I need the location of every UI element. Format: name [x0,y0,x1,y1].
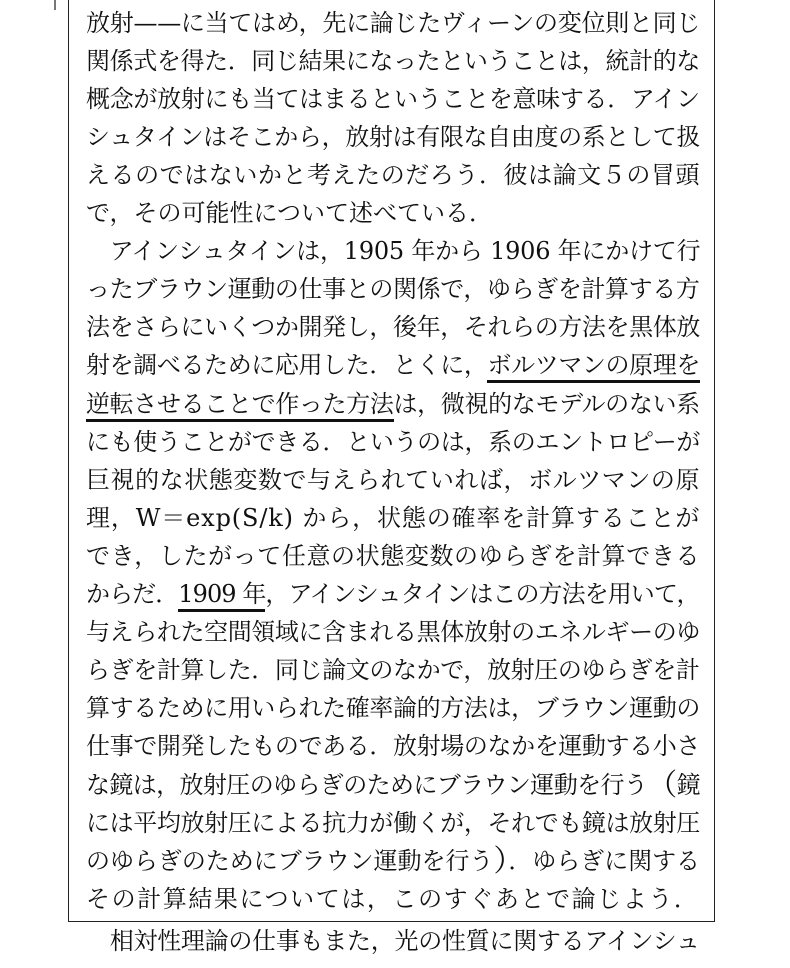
text-line: 射を調べるために応用した．とくに，ボルツマンの原理を [86,346,700,385]
paragraph-start-line: アインシュタインは，1905 年から 1906 年にかけて行 [86,237,701,265]
text-line: からだ．1909 年，アインシュタインはこの方法を用いて， [86,575,700,614]
text-line: 法をさらにいくつか開発し，後年，それらの方法を黒体放 [86,313,700,341]
text-line: 巨視的な状態変数で与えられていれば，ボルツマンの原 [86,466,700,494]
text-line: のゆらぎのためにブラウン運動を行う）．ゆらぎに関する [86,844,701,879]
text-line: 関係式を得た．同じ結果になったということは，統計的な [86,47,700,75]
text-line: らぎを計算した．同じ論文のなかで，放射圧のゆらぎを計 [86,656,700,684]
text-line: 逆転させることで作った方法は，微視的なモデルのない系 [86,385,700,424]
text-line: ったブラウン運動の仕事との関係で，ゆらぎを計算する方 [86,275,700,303]
paragraph-start-line: 相対性理論の仕事もまた，光の性質に関するアインシュ [86,927,700,955]
text-line: 仕事で開発したものである．放射場のなかを運動する小さ [86,732,700,760]
text-line: で，その可能性について述べている． [86,199,494,227]
text-line: でき，したがって任意の状態変数のゆらぎを計算できる [86,542,701,570]
text-line: には平均放射圧による抗力が働くが，それでも鏡は放射圧 [86,809,700,837]
text-line: 算するために用いられた確率論的方法は，ブラウン運動の [86,694,700,722]
underlined-phrase-boltzmann-principle: ボルツマンの原理を [487,351,700,383]
text-line: その計算結果については，このすぐあとで論じよう． [86,885,700,913]
underlined-year-1909: 1909 年 [178,580,265,612]
text-line: 理，W＝exp(S/k) から，状態の確率を計算することが [86,504,701,532]
handwritten-open-paren: （ [647,768,677,803]
text-line: 放射——に当てはめ，先に論じたヴィーンの変位則と同じ [86,9,701,37]
text-line: 概念が放射にも当てはまるということを意味する．アイン [86,85,700,113]
text-line: シュタインはそこから，放射は有限な自由度の系として扱 [86,123,701,151]
handwritten-close-paren: ） [493,844,509,879]
text-line: えるのではないかと考えたのだろう．彼は論文５の冒頭 [86,161,700,189]
text-line: な鏡は，放射圧のゆらぎのためにブラウン運動を行う（鏡 [86,768,701,803]
text-line: にも使うことができる．というのは，系のエントロピーが [86,428,701,456]
text-line: 与えられた空間領域に含まれる黒体放射のエネルギーのゆ [86,618,700,646]
underlined-phrase-inverted-method: 逆転させることで作った方法 [86,390,394,422]
scan-margin-mark [54,0,56,10]
